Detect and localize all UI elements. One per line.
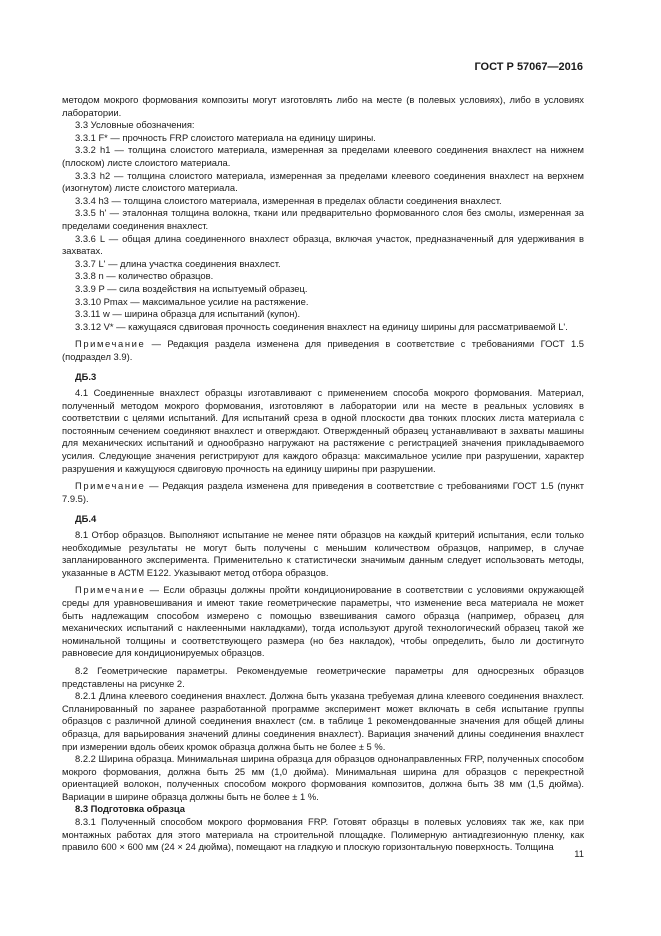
paragraph: 3.3.1 F* — прочность FRP слоистого материала на единицу ширины.	[75, 131, 376, 143]
paragraph: 8.2.1 Длина клеевого соединения внахлест. Должна быть указана требуемая длина клеевого соединения внахлест. Спланированный по заранее разработанной программе эксперимент может включать в себя испытание группы образцов с различной длиной соединения внахлест (см. в таблице 1 рекомендованные значения для общей длины образца, для варьирования значений длины соединения внахлест). Вариация значений длины соединения внахлест при измерении вдоль обеих кромок образца должна быть не более ± 5 %.	[62, 690, 584, 752]
paragraph: методом мокрого формования композиты могут изготовлять либо на месте (в полевых условиях), либо в условиях лаборатории.	[62, 94, 584, 118]
note-text: — Редакция раздела изменена для приведения в соответствие с требованиями ГОСТ 1.5 (подраздел 3.9).	[62, 338, 584, 362]
paragraph: 4.1 Соединенные внахлест образцы изготавливают с применением способа мокрого формования. Материал, полученный методом мокрого формования, изготовляют в лаборатории или на месте в реальных условиях в соответствии с целями испытаний. Для испытаний среза в одной плоскости два тонких плоских листа материала с постоянным сечением соединяют внахлест и отверждают. Отвержденный образец устанавливают в захваты машины для механических испытаний и однообразно нагружают на растяжение с регистрацией значения прикладываемого усилия. Следующие значения регистрируют для каждого образца: максимальное усилие при разрушении, характер разрушения и кажущуюся сдвиговую прочность на единицу ширины при разрушении.	[62, 387, 584, 474]
paragraph: 3.3.4 h3 — толщина слоистого материала, измеренная в пределах области соединения внахлест.	[75, 194, 502, 206]
note-text: — Если образцы должны пройти кондиционирование в соответствии с условиями окружающей среды для уравновешивания и имеют такие геометрические параметры, что изменение веса материала не может быть надлежащим способом измерено с помощью взвешивания самого образца (например, образец для механических испытаний с наклеенными накладками), тогда используют другой технологический образец такой же номинальной толщины и соответствующего размера (но без накладок), чтобы определить, было ли достигнуто равновесие для кондиционируемых образцов.	[62, 584, 584, 659]
document-body	[62, 94, 584, 854]
paragraph: 3.3.6 L — общая длина соединенного внахлест образца, включая участок, предназначенный для удерживания в захватах.	[62, 232, 584, 257]
note-label: Примечание	[75, 480, 146, 492]
section-heading: ДБ.3	[75, 371, 97, 383]
note-label: Примечание	[75, 338, 146, 350]
page-number: 11	[574, 848, 584, 859]
paragraph: 3.3.3 h2 — толщина слоистого материала, измеренная за пределами клеевого соединения внахлест на верхнем (изогнутом) листе слоистого материала.	[62, 169, 584, 194]
section-heading: ДБ.4	[75, 513, 97, 525]
paragraph: 8.1 Отбор образцов. Выполняют испытание не менее пяти образцов на каждый критерий испытания, если только необходимые результаты не могут быть получены с меньшим количеством образцов, например, в случае запланированного эксперимента. Применительно к статистически значимым данным следует использовать методы, указанные в АСТМ Е122. Указывают метод отбора образцов.	[62, 529, 584, 578]
paragraph: 3.3.9 P — сила воздействия на испытуемый образец.	[75, 282, 308, 294]
paragraph: 8.2 Геометрические параметры. Рекомендуемые геометрические параметры для односрезных образцов представлены на рисунке 2.	[62, 664, 584, 689]
paragraph: 3.3.8 n — количество образцов.	[75, 270, 214, 282]
note-label: Примечание	[75, 584, 146, 596]
note	[62, 480, 584, 505]
note	[62, 338, 584, 363]
subsection-heading: 8.3 Подготовка образца	[75, 803, 185, 815]
paragraph: 3.3.11 w — ширина образца для испытаний (купон).	[75, 308, 301, 320]
document-header: ГОСТ Р 57067—2016	[474, 61, 583, 73]
paragraph: 3.3.7 L' — длина участка соединения внахлест.	[75, 257, 281, 269]
paragraph: 8.2.2 Ширина образца. Минимальная ширина образца для образцов однонаправленных FRP, полученных способом мокрого формования, должна быть 25 мм (1,0 дюйма). Минимальная ширина для образцов с перекрестной ориентацией волокон, полученных способом мокрого формования композитов, должна быть 38 мм (1,5 дюйма). Вариации в ширине образца должны быть не более ± 1 %.	[62, 753, 584, 802]
paragraph: 3.3.10 Pmax — максимальное усилие на растяжение.	[75, 295, 309, 307]
note	[62, 584, 584, 660]
paragraph: 3.3.5 h' — эталонная толщина волокна, ткани или предварительно формованного слоя без смолы, измеренная за пределами соединения внахлест.	[62, 207, 584, 231]
note-text: — Редакция раздела изменена для приведения в соответствие с требованиями ГОСТ 1.5 (пункт 7.9.5).	[62, 480, 584, 504]
paragraph: 8.3.1 Полученный способом мокрого формования FRP. Готовят образцы в полевых условиях так же, как при монтажных работах для этого материала на строительной площадке. Полимерную антиадгезионную пленку, как правило 600 × 600 мм (24 × 24 дюйма), помещают на гладкую и плоскую горизонтальную поверхность. Толщина	[62, 816, 584, 853]
paragraph: 3.3.12 V* — кажущаяся сдвиговая прочность соединения внахлест на единицу ширины для рассматриваемой L'.	[75, 320, 568, 332]
paragraph: 3.3.2 h1 — толщина слоистого материала, измеренная за пределами клеевого соединения внахлест на нижнем (плоском) листе слоистого материала.	[62, 144, 584, 168]
paragraph: 3.3 Условные обозначения:	[75, 119, 195, 131]
